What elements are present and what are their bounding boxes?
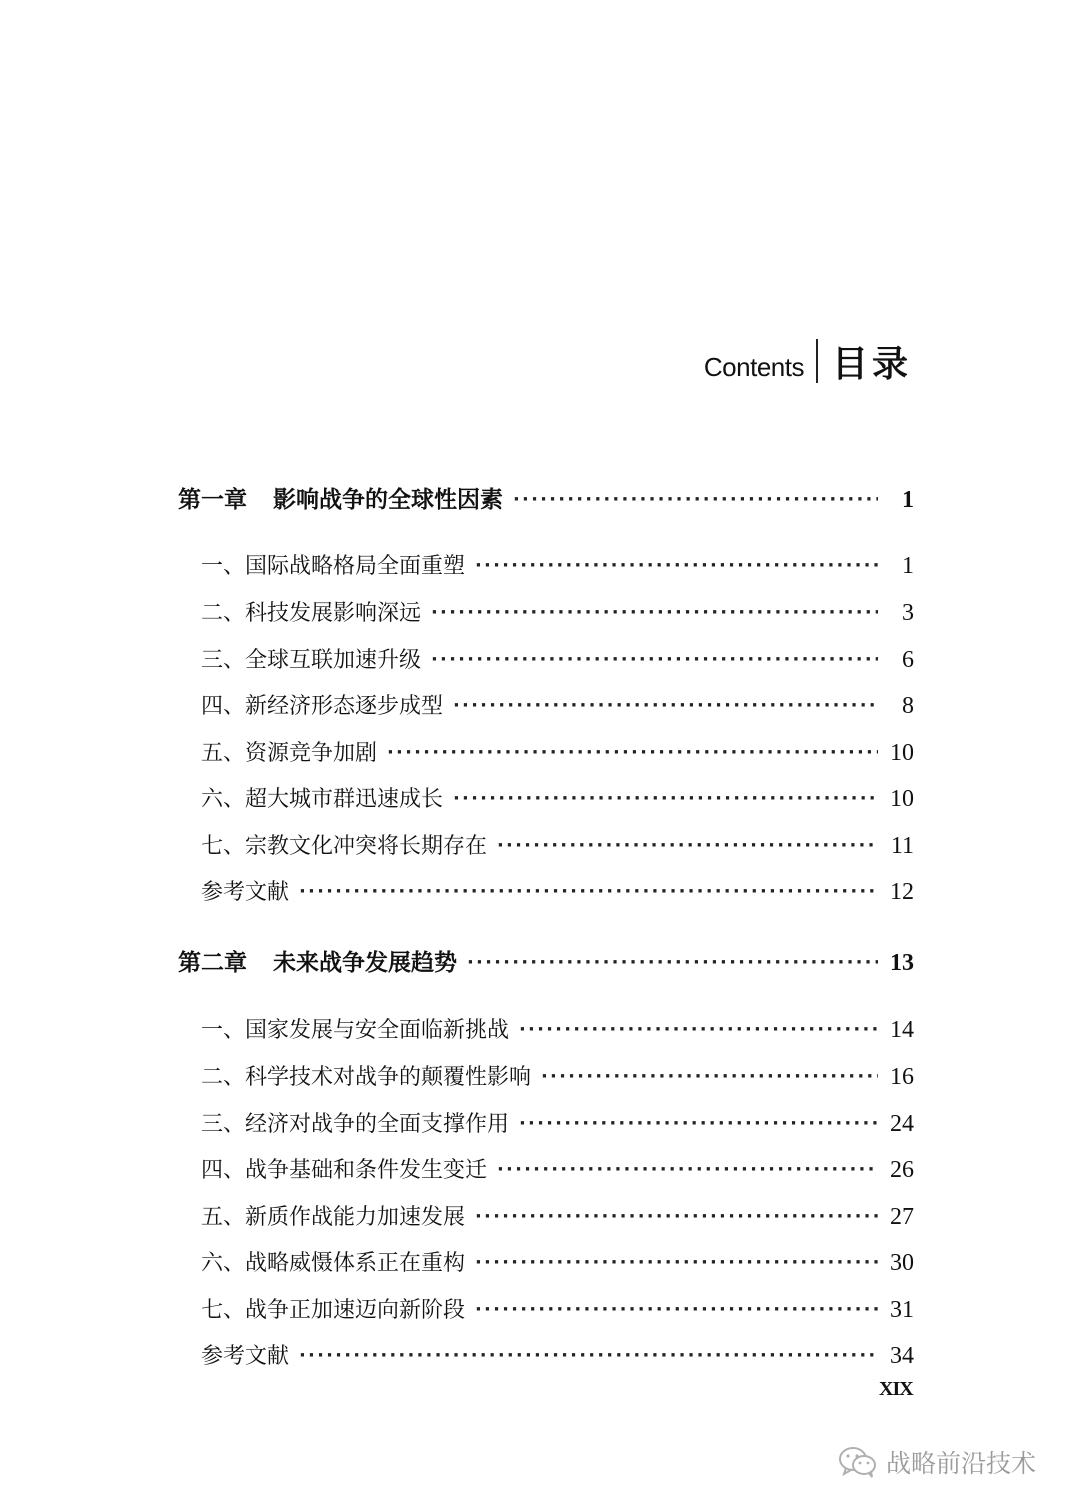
toc-section-row[interactable] — [201, 1292, 914, 1328]
toc-section-row[interactable] — [201, 1338, 914, 1374]
toc-section-row[interactable] — [201, 874, 914, 910]
dot-leader — [497, 1151, 878, 1188]
toc-entry-title: 七、宗教文化冲突将长期存在 — [201, 834, 488, 859]
toc-section-row[interactable] — [201, 1012, 914, 1048]
toc-page-number: 26 — [890, 1157, 914, 1183]
watermark — [838, 1444, 1036, 1480]
toc-page-number: 30 — [890, 1250, 914, 1276]
toc-entry-title — [178, 945, 457, 981]
toc-entry-title: 二、科技发展影响深远 — [201, 601, 422, 626]
toc-section-row[interactable] — [201, 642, 914, 678]
toc-entry-title: 参考文献 — [201, 880, 290, 905]
toc-section-row[interactable] — [201, 1245, 914, 1281]
dot-leader — [387, 734, 878, 771]
toc-entry-title: 七、战争正加速迈向新阶段 — [201, 1298, 466, 1323]
toc-page-number: 27 — [890, 1204, 914, 1230]
wechat-icon — [838, 1445, 878, 1479]
dot-leader — [475, 1198, 878, 1235]
chapter-title: 未来战争发展趋势 — [273, 950, 457, 976]
dot-leader — [519, 1105, 878, 1142]
toc-entry-title: 一、国家发展与安全面临新挑战 — [201, 1018, 510, 1043]
toc-section-row[interactable] — [201, 781, 914, 817]
toc-section-row[interactable] — [201, 595, 914, 631]
toc-page-number: 34 — [890, 1343, 914, 1369]
toc-entry-title: 参考文献 — [201, 1344, 290, 1369]
dot-leader — [475, 1244, 878, 1281]
toc-page-number: 16 — [890, 1064, 914, 1090]
dot-leader — [467, 943, 878, 981]
toc-entry-title: 三、经济对战争的全面支撑作用 — [201, 1112, 510, 1137]
dot-leader — [513, 480, 878, 518]
toc-section-row[interactable] — [201, 548, 914, 584]
toc-entry-title: 四、新经济形态逐步成型 — [201, 694, 444, 719]
toc-section-row[interactable] — [201, 688, 914, 724]
toc-entry-title: 一、国际战略格局全面重塑 — [201, 554, 466, 579]
dot-leader — [431, 641, 878, 678]
dot-leader — [299, 1337, 878, 1374]
dot-leader — [475, 1291, 878, 1328]
watermark-text: 战略前沿技术 — [886, 1449, 1037, 1478]
dot-leader — [453, 687, 878, 724]
heading-divider — [816, 339, 818, 383]
toc-page-number: 1 — [902, 553, 914, 579]
toc-page-number: 12 — [890, 879, 914, 905]
toc-entry-title: 三、全球互联加速升级 — [201, 648, 422, 673]
toc-page-number: 6 — [902, 647, 914, 673]
page-folio: XIX — [879, 1378, 913, 1400]
toc-entry-title: 六、超大城市群迅速成长 — [201, 787, 444, 812]
toc-page-number: 3 — [902, 600, 914, 626]
toc-page-number: 8 — [902, 693, 914, 719]
dot-leader — [519, 1011, 878, 1048]
toc-page-number: 31 — [890, 1297, 914, 1323]
toc-page-number: 10 — [890, 740, 914, 766]
toc-section-row[interactable] — [201, 828, 914, 864]
dot-leader — [431, 594, 878, 631]
toc-section-row[interactable] — [201, 735, 914, 771]
heading-english: Contents — [703, 351, 804, 382]
toc-entry-title: 四、战争基础和条件发生变迁 — [201, 1158, 488, 1183]
toc-section-row[interactable] — [201, 1199, 914, 1235]
toc-chapter-row[interactable] — [178, 482, 914, 518]
toc-page-number: 14 — [890, 1017, 914, 1043]
toc-page-number: 10 — [890, 786, 914, 812]
toc-section-row[interactable] — [201, 1059, 914, 1095]
chapter-number: 第二章 — [178, 950, 247, 976]
dot-leader — [453, 780, 878, 817]
heading-chinese: 目录 — [831, 343, 912, 385]
toc-page-number: 24 — [890, 1111, 914, 1137]
dot-leader — [299, 873, 878, 910]
dot-leader — [497, 827, 878, 864]
dot-leader — [541, 1058, 878, 1095]
toc-page-number: 13 — [890, 950, 914, 976]
toc-chapter-row[interactable] — [178, 945, 914, 981]
toc-section-row[interactable] — [201, 1106, 914, 1142]
chapter-title: 影响战争的全球性因素 — [273, 487, 503, 513]
toc-entry-title: 六、战略威慑体系正在重构 — [201, 1251, 466, 1276]
chapter-number: 第一章 — [178, 487, 247, 513]
toc-entry-title: 二、科学技术对战争的颠覆性影响 — [201, 1065, 532, 1090]
toc-entry-title: 五、资源竞争加剧 — [201, 741, 378, 766]
toc-heading — [704, 336, 912, 386]
toc-page-number: 11 — [890, 833, 914, 859]
toc-entry-title — [178, 482, 503, 518]
toc-page-number: 1 — [902, 487, 914, 513]
toc-section-row[interactable] — [201, 1152, 914, 1188]
toc-entry-title: 五、新质作战能力加速发展 — [201, 1205, 466, 1230]
dot-leader — [475, 547, 878, 584]
